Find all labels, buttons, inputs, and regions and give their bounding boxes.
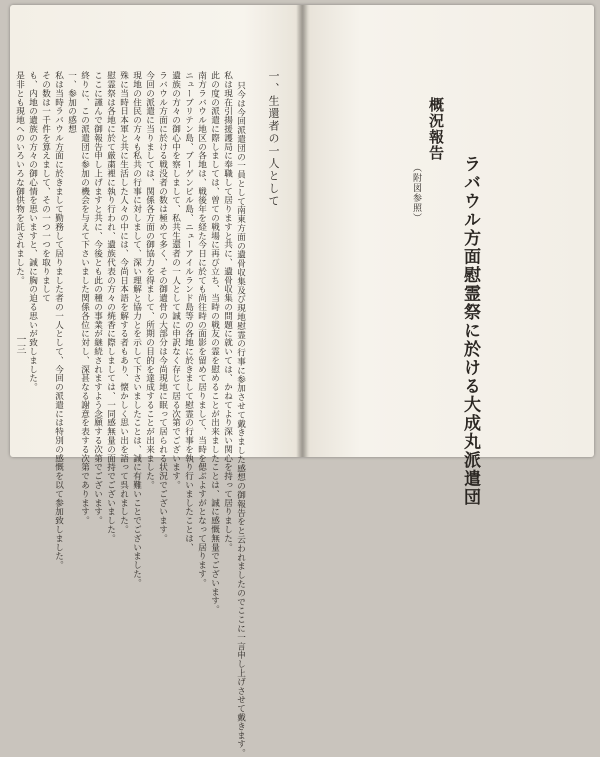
body-line: 殊に当時日本軍と共に生活した人々の中には、今尚日本語を解する者もあり、懐かしく思い出を語って呉れました。 xyxy=(118,71,129,534)
body-line: 慰霊祭は各地に於て厳粛裡に執り行われ、遺族代表の方々の焼香に際しましては、一同感無量の面持でございました。 xyxy=(105,71,116,543)
right-page xyxy=(302,5,594,507)
body-line: 此の度の派遣に際しましては、曽ての戦場に再び立ち、当時の戦友の霊を慰めることが出来ましたことは、誠に感慨無量でございます。 xyxy=(209,71,220,614)
body-line: 今回の派遣に当りましては、関係各方面の御協力を得まして、所期の目的を達成することが出来ました。 xyxy=(144,71,155,490)
body-line: 私は現在引揚援護局に奉職して居りますと共に、遺骨収集の問題に就いては、かねてより深い関心を持って居りました。 xyxy=(222,71,233,552)
report-subtitle: 概況報告 xyxy=(427,97,445,161)
body-line: 遺族の方々の御心中を察しまして、私共生還者の一人として誠に申訳なく存じて居る次第でございます。 xyxy=(170,71,181,490)
body-line: 終りに、この派遣団に参加の機会を与えて下さいました関係各位に対し、深甚なる謝意を表する次第であります。 xyxy=(79,71,90,525)
body-line: 只今は今回派遣団の一員として南東方面の遺骨収集及び現地慰霊の行事に参加させて戴きました感想の御報告をと云われましたのでここに一言申し上げさせて戴きます。 xyxy=(235,81,246,757)
body-line: 私は当時ラバウル方面に於きまして勤務して居りました者の一人として、今回の派遣には特別の感慨を以て参加致しました。 xyxy=(53,71,64,570)
body-line: 南方ラバウル地区の各地は、戦後年を経た今日に於ても尚往時の面影を留めて居りまして、当時を偲ぶよすがとなって居ります。 xyxy=(196,71,207,588)
page-number: 一三 xyxy=(14,334,25,354)
body-line: ニューブリテン島、ブーゲンビル島、ニューアイルランド島等の各地に於きまして慰霊の行事を執り行いましたことは、 xyxy=(183,71,194,552)
body-line: その数は一千件を算えまして、その一つ一つを取りまして xyxy=(40,71,51,303)
section-heading: 一、生還者の一人として xyxy=(267,70,280,208)
body-line: ラバウル方面に於ける戦没者の数は極めて多く、その御遺骨の大部分は今尚現地に眠って居られる状況でございます。 xyxy=(157,71,168,543)
body-line: ここに謹んで御報告申し上げますと共に、今後とも此の種の事業が継続されますよう念願する次第でございます。 xyxy=(92,71,103,525)
body-line: 現地の住民の方々も私共の行事に対しまして、深い理解と協力とを示して下さいましたことは、誠に有難いことでございました。 xyxy=(131,71,142,588)
body-line: 是非とも現地へのいろいろな御供物を託されました。 xyxy=(14,71,25,285)
body-line: も、内地の遺族の方々の御心情を思いますと、誠に胸の迫る思いが致しました。 xyxy=(27,71,38,392)
open-book xyxy=(10,5,594,757)
figure-reference-note: （附図参照） xyxy=(411,163,421,223)
body-line: 一、参加の感想 xyxy=(66,71,77,134)
left-page xyxy=(10,5,302,757)
report-title: ラバウル方面慰霊祭に於ける大成丸派遣団 xyxy=(460,155,480,507)
